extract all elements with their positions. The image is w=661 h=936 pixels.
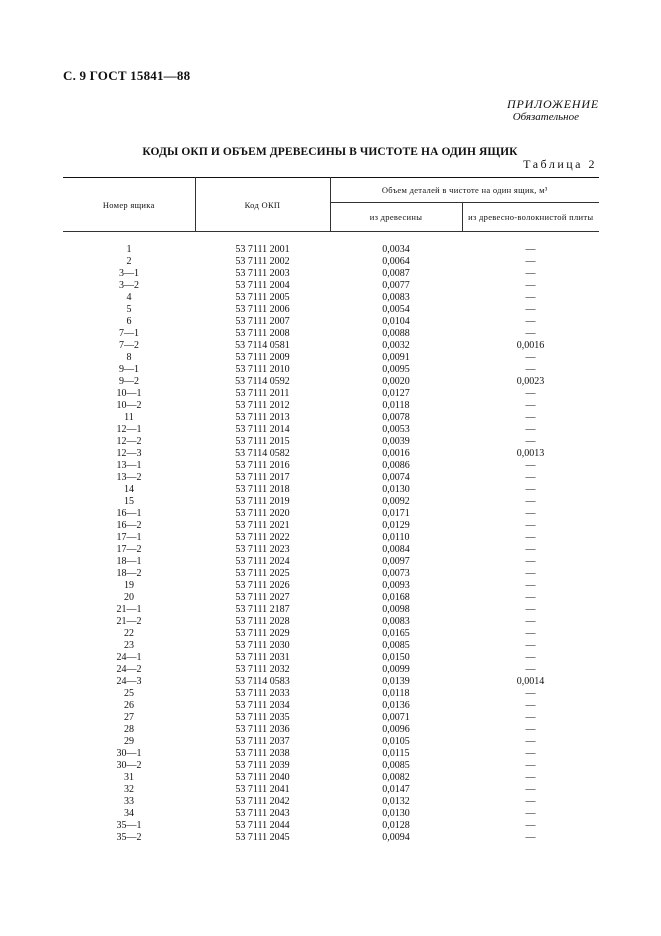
table-row — [63, 268, 599, 280]
fiberboard-volume-cell: — — [525, 628, 536, 639]
okp-code-cell: 53 7111 2032 — [235, 664, 290, 675]
okp-code-cell: 53 7111 2034 — [235, 700, 290, 711]
okp-code-cell: 53 7111 2013 — [235, 412, 290, 423]
box-number-cell: 35—1 — [116, 820, 142, 831]
fiberboard-volume-cell: — — [525, 712, 536, 723]
fiberboard-volume-cell: — — [525, 592, 536, 603]
box-number-cell: 1 — [126, 244, 132, 255]
table-row — [63, 388, 599, 400]
box-number-cell: 16—1 — [116, 508, 142, 519]
wood-volume-cell: 0,0091 — [382, 352, 410, 363]
table-row — [63, 544, 599, 556]
box-number-cell: 32 — [124, 784, 134, 795]
box-number-cell: 12—2 — [116, 436, 142, 447]
table-row — [63, 520, 599, 532]
box-number-cell: 7—1 — [119, 328, 139, 339]
box-number-cell: 9—2 — [119, 376, 139, 387]
box-number-cell: 13—2 — [116, 472, 142, 483]
box-number-cell: 30—1 — [116, 748, 142, 759]
fiberboard-volume-cell: — — [525, 280, 536, 291]
table-number: Таблица 2 — [523, 157, 597, 171]
box-number-cell: 9—1 — [119, 364, 139, 375]
okp-code-cell: 53 7111 2028 — [235, 616, 290, 627]
box-number-cell: 8 — [126, 352, 132, 363]
fiberboard-volume-cell: — — [525, 364, 536, 375]
box-number-cell: 6 — [126, 316, 132, 327]
fiberboard-volume-cell: — — [525, 556, 536, 567]
table-row — [63, 460, 599, 472]
fiberboard-volume-cell: — — [525, 604, 536, 615]
wood-volume-cell: 0,0165 — [382, 628, 410, 639]
wood-volume-cell: 0,0054 — [382, 304, 410, 315]
box-number-cell: 10—1 — [116, 388, 142, 399]
box-number-cell: 23 — [124, 640, 134, 651]
table-row — [63, 820, 599, 832]
box-number-cell: 5 — [126, 304, 132, 315]
wood-volume-cell: 0,0083 — [382, 292, 410, 303]
table-row — [63, 352, 599, 364]
table-row — [63, 448, 599, 460]
wood-volume-cell: 0,0092 — [382, 496, 410, 507]
okp-code-cell: 53 7111 2023 — [235, 544, 290, 555]
table-row — [63, 640, 599, 652]
table-row — [63, 652, 599, 664]
wood-volume-cell: 0,0171 — [382, 508, 410, 519]
fiberboard-volume-cell: — — [525, 256, 536, 267]
fiberboard-volume-cell: — — [525, 580, 536, 591]
box-number-cell: 24—3 — [116, 676, 142, 687]
box-number-cell: 7—2 — [119, 340, 139, 351]
fiberboard-volume-cell: — — [525, 760, 536, 771]
wood-volume-cell: 0,0086 — [382, 460, 410, 471]
fiberboard-volume-cell: — — [525, 244, 536, 255]
table-row — [63, 496, 599, 508]
table-row — [63, 616, 599, 628]
box-number-cell: 16—2 — [116, 520, 142, 531]
table-row — [63, 328, 599, 340]
okp-code-cell: 53 7111 2016 — [235, 460, 290, 471]
table-row — [63, 484, 599, 496]
appendix-subtitle: Обязательное — [512, 111, 579, 123]
okp-code-cell: 53 7111 2015 — [235, 436, 290, 447]
fiberboard-volume-cell: — — [525, 700, 536, 711]
table-row — [63, 244, 599, 256]
okp-code-cell: 53 7111 2031 — [235, 652, 290, 663]
box-number-cell: 13—1 — [116, 460, 142, 471]
okp-code-cell: 53 7111 2187 — [235, 604, 290, 615]
fiberboard-volume-cell: — — [525, 436, 536, 447]
box-number-cell: 26 — [124, 700, 134, 711]
fiberboard-volume-cell: — — [525, 268, 536, 279]
box-number-cell: 11 — [124, 412, 134, 423]
table-row — [63, 832, 599, 844]
table-row — [63, 784, 599, 796]
table-row — [63, 376, 599, 388]
wood-volume-cell: 0,0150 — [382, 652, 410, 663]
table-row — [63, 736, 599, 748]
okp-code-cell: 53 7111 2043 — [235, 808, 290, 819]
table-row — [63, 592, 599, 604]
table-row — [63, 256, 599, 268]
table-row — [63, 400, 599, 412]
okp-code-cell: 53 7111 2008 — [235, 328, 290, 339]
wood-volume-cell: 0,0034 — [382, 244, 410, 255]
box-number-cell: 24—1 — [116, 652, 142, 663]
wood-volume-cell: 0,0136 — [382, 700, 410, 711]
wood-volume-cell: 0,0118 — [382, 400, 410, 411]
table-row — [63, 364, 599, 376]
wood-volume-cell: 0,0020 — [382, 376, 410, 387]
wood-volume-cell: 0,0139 — [382, 676, 410, 687]
fiberboard-volume-cell: — — [525, 424, 536, 435]
fiberboard-volume-cell: — — [525, 532, 536, 543]
table-row — [63, 580, 599, 592]
box-number-cell: 22 — [124, 628, 134, 639]
table-row — [63, 436, 599, 448]
wood-volume-cell: 0,0053 — [382, 424, 410, 435]
box-number-cell: 10—2 — [116, 400, 142, 411]
box-number-cell: 15 — [124, 496, 134, 507]
okp-code-cell: 53 7111 2009 — [235, 352, 290, 363]
okp-code-cell: 53 7111 2038 — [235, 748, 290, 759]
box-number-cell: 20 — [124, 592, 134, 603]
box-number-cell: 17—1 — [116, 532, 142, 543]
wood-volume-cell: 0,0094 — [382, 832, 410, 843]
box-number-cell: 27 — [124, 712, 134, 723]
okp-code-cell: 53 7111 2042 — [235, 796, 290, 807]
box-number-cell: 4 — [126, 292, 132, 303]
okp-code-cell: 53 7111 2030 — [235, 640, 290, 651]
fiberboard-volume-cell: — — [525, 316, 536, 327]
okp-code-cell: 53 7111 2044 — [235, 820, 290, 831]
okp-code-cell: 53 7111 2027 — [235, 592, 290, 603]
okp-code-cell: 53 7111 2005 — [235, 292, 290, 303]
fiberboard-volume-cell: — — [525, 832, 536, 843]
box-number-cell: 21—2 — [116, 616, 142, 627]
okp-code-cell: 53 7111 2024 — [235, 556, 290, 567]
wood-volume-cell: 0,0097 — [382, 556, 410, 567]
wood-volume-cell: 0,0095 — [382, 364, 410, 375]
column-header-wood: из древесины — [330, 203, 462, 232]
table-title: КОДЫ ОКП И ОБЪЕМ ДРЕВЕСИНЫ В ЧИСТОТЕ НА ОДИН ЯЩИК — [142, 146, 518, 158]
wood-volume-cell: 0,0168 — [382, 592, 410, 603]
okp-code-cell: 53 7111 2007 — [235, 316, 290, 327]
table-row — [63, 472, 599, 484]
wood-volume-cell: 0,0130 — [382, 484, 410, 495]
wood-volume-cell: 0,0082 — [382, 772, 410, 783]
box-number-cell: 2 — [126, 256, 132, 267]
okp-code-cell: 53 7111 2036 — [235, 724, 290, 735]
fiberboard-volume-cell: — — [525, 568, 536, 579]
table-row — [63, 712, 599, 724]
okp-code-cell: 53 7111 2003 — [235, 268, 290, 279]
fiberboard-volume-cell: — — [525, 520, 536, 531]
okp-code-cell: 53 7114 0583 — [235, 676, 290, 687]
table-row — [63, 568, 599, 580]
box-number-cell: 29 — [124, 736, 134, 747]
table-row — [63, 796, 599, 808]
wood-volume-cell: 0,0083 — [382, 616, 410, 627]
fiberboard-volume-cell: — — [525, 664, 536, 675]
wood-volume-cell: 0,0074 — [382, 472, 410, 483]
wood-volume-cell: 0,0085 — [382, 760, 410, 771]
okp-code-cell: 53 7111 2017 — [235, 472, 290, 483]
okp-code-cell: 53 7111 2010 — [235, 364, 290, 375]
okp-code-cell: 53 7111 2025 — [235, 568, 290, 579]
fiberboard-volume-cell: 0,0023 — [516, 376, 545, 387]
fiberboard-volume-cell: — — [525, 616, 536, 627]
column-header-fiberboard: из древесно-волокнистой плиты — [462, 203, 599, 232]
wood-volume-cell: 0,0088 — [382, 328, 410, 339]
fiberboard-volume-cell: — — [525, 808, 536, 819]
fiberboard-volume-cell: 0,0016 — [516, 340, 545, 351]
fiberboard-volume-cell: — — [525, 460, 536, 471]
fiberboard-volume-cell: — — [525, 352, 536, 363]
box-number-cell: 28 — [124, 724, 134, 735]
wood-volume-cell: 0,0099 — [382, 664, 410, 675]
box-number-cell: 24—2 — [116, 664, 142, 675]
table-row — [63, 508, 599, 520]
wood-volume-cell: 0,0078 — [382, 412, 410, 423]
table-row — [63, 628, 599, 640]
fiberboard-volume-cell: — — [525, 508, 536, 519]
wood-volume-cell: 0,0147 — [382, 784, 410, 795]
wood-volume-cell: 0,0071 — [382, 712, 410, 723]
fiberboard-volume-cell: — — [525, 748, 536, 759]
fiberboard-volume-cell: — — [525, 640, 536, 651]
wood-volume-cell: 0,0130 — [382, 808, 410, 819]
okp-code-cell: 53 7114 0581 — [235, 340, 290, 351]
okp-code-cell: 53 7111 2014 — [235, 424, 290, 435]
okp-code-cell: 53 7111 2041 — [235, 784, 290, 795]
table-row — [63, 556, 599, 568]
wood-volume-cell: 0,0105 — [382, 736, 410, 747]
appendix-block — [507, 98, 599, 124]
fiberboard-volume-cell: — — [525, 772, 536, 783]
okp-code-cell: 53 7111 2019 — [235, 496, 290, 507]
okp-code-cell: 53 7114 0582 — [235, 448, 290, 459]
fiberboard-volume-cell: — — [525, 388, 536, 399]
okp-code-cell: 53 7111 2022 — [235, 532, 290, 543]
wood-volume-cell: 0,0087 — [382, 268, 410, 279]
table-row — [63, 532, 599, 544]
wood-volume-cell: 0,0016 — [382, 448, 410, 459]
box-number-cell: 31 — [124, 772, 134, 783]
table-row — [63, 292, 599, 304]
table-row — [63, 724, 599, 736]
wood-volume-cell: 0,0032 — [382, 340, 410, 351]
wood-volume-cell: 0,0132 — [382, 796, 410, 807]
column-header-okp-code: Код ОКП — [195, 178, 330, 232]
fiberboard-volume-cell: — — [525, 472, 536, 483]
box-number-cell: 18—1 — [116, 556, 142, 567]
fiberboard-volume-cell: — — [525, 652, 536, 663]
okp-code-cell: 53 7111 2029 — [235, 628, 290, 639]
wood-volume-cell: 0,0118 — [382, 688, 410, 699]
fiberboard-volume-cell: — — [525, 724, 536, 735]
wood-volume-cell: 0,0096 — [382, 724, 410, 735]
wood-volume-cell: 0,0104 — [382, 316, 410, 327]
okp-code-cell: 53 7111 2039 — [235, 760, 290, 771]
okp-code-cell: 53 7111 2021 — [235, 520, 290, 531]
table-row — [63, 340, 599, 352]
box-number-cell: 35—2 — [116, 832, 142, 843]
table-row — [63, 280, 599, 292]
wood-volume-cell: 0,0085 — [382, 640, 410, 651]
box-number-cell: 34 — [124, 808, 134, 819]
fiberboard-volume-cell: 0,0014 — [516, 676, 545, 687]
wood-volume-cell: 0,0127 — [382, 388, 410, 399]
box-number-cell: 19 — [124, 580, 134, 591]
fiberboard-volume-cell: — — [525, 544, 536, 555]
fiberboard-volume-cell: — — [525, 292, 536, 303]
wood-volume-cell: 0,0073 — [382, 568, 410, 579]
box-number-cell: 14 — [124, 484, 134, 495]
okp-code-cell: 53 7111 2020 — [235, 508, 290, 519]
okp-code-cell: 53 7111 2004 — [235, 280, 290, 291]
table-body — [63, 232, 599, 845]
wood-volume-cell: 0,0093 — [382, 580, 410, 591]
okp-code-cell: 53 7111 2006 — [235, 304, 290, 315]
wood-volume-cell: 0,0098 — [382, 604, 410, 615]
wood-volume-cell: 0,0039 — [382, 436, 410, 447]
table-row — [63, 748, 599, 760]
table-row — [63, 316, 599, 328]
box-number-cell: 18—2 — [116, 568, 142, 579]
fiberboard-volume-cell: — — [525, 412, 536, 423]
fiberboard-volume-cell: 0,0013 — [516, 448, 545, 459]
wood-volume-cell: 0,0129 — [382, 520, 410, 531]
table-row — [63, 304, 599, 316]
table-row — [63, 772, 599, 784]
okp-code-cell: 53 7111 2045 — [235, 832, 290, 843]
column-header-volume: Объем деталей в чистоте на один ящик, м³ — [330, 178, 599, 203]
okp-code-cell: 53 7111 2018 — [235, 484, 290, 495]
table-row — [63, 688, 599, 700]
table-row — [63, 700, 599, 712]
box-number-cell: 17—2 — [116, 544, 142, 555]
box-number-cell: 30—2 — [116, 760, 142, 771]
table-row — [63, 664, 599, 676]
column-header-box-number: Номер ящика — [63, 178, 195, 232]
table-row — [63, 604, 599, 616]
table-row — [63, 424, 599, 436]
appendix-title: ПРИЛОЖЕНИЕ — [507, 97, 599, 111]
okp-code-cell: 53 7111 2002 — [235, 256, 290, 267]
fiberboard-volume-cell: — — [525, 736, 536, 747]
fiberboard-volume-cell: — — [525, 400, 536, 411]
table-row — [63, 760, 599, 772]
wood-volume-cell: 0,0128 — [382, 820, 410, 831]
fiberboard-volume-cell: — — [525, 304, 536, 315]
fiberboard-volume-cell: — — [525, 496, 536, 507]
box-number-cell: 3—1 — [119, 268, 139, 279]
fiberboard-volume-cell: — — [525, 820, 536, 831]
wood-volume-cell: 0,0077 — [382, 280, 410, 291]
wood-volume-cell: 0,0115 — [382, 748, 410, 759]
fiberboard-volume-cell: — — [525, 484, 536, 495]
okp-code-cell: 53 7111 2011 — [235, 388, 290, 399]
box-number-cell: 25 — [124, 688, 134, 699]
fiberboard-volume-cell: — — [525, 796, 536, 807]
wood-volume-cell: 0,0110 — [382, 532, 410, 543]
okp-code-cell: 53 7111 2026 — [235, 580, 290, 591]
wood-volume-cell: 0,0064 — [382, 256, 410, 267]
fiberboard-volume-cell: — — [525, 784, 536, 795]
box-number-cell: 12—1 — [116, 424, 142, 435]
okp-code-cell: 53 7111 2035 — [235, 712, 290, 723]
okp-code-cell: 53 7114 0592 — [235, 376, 290, 387]
box-number-cell: 21—1 — [116, 604, 142, 615]
okp-code-cell: 53 7111 2012 — [235, 400, 290, 411]
fiberboard-volume-cell: — — [525, 688, 536, 699]
okp-volume-table — [63, 177, 599, 844]
okp-code-cell: 53 7111 2040 — [235, 772, 290, 783]
box-number-cell: 33 — [124, 796, 134, 807]
box-number-cell: 12—3 — [116, 448, 142, 459]
fiberboard-volume-cell: — — [525, 328, 536, 339]
okp-code-cell: 53 7111 2037 — [235, 736, 290, 747]
okp-code-cell: 53 7111 2001 — [235, 244, 290, 255]
table-row — [63, 676, 599, 688]
okp-code-cell: 53 7111 2033 — [235, 688, 290, 699]
table-row — [63, 808, 599, 820]
wood-volume-cell: 0,0084 — [382, 544, 410, 555]
box-number-cell: 3—2 — [119, 280, 139, 291]
table-row — [63, 412, 599, 424]
page-header: С. 9 ГОСТ 15841—88 — [63, 68, 191, 83]
